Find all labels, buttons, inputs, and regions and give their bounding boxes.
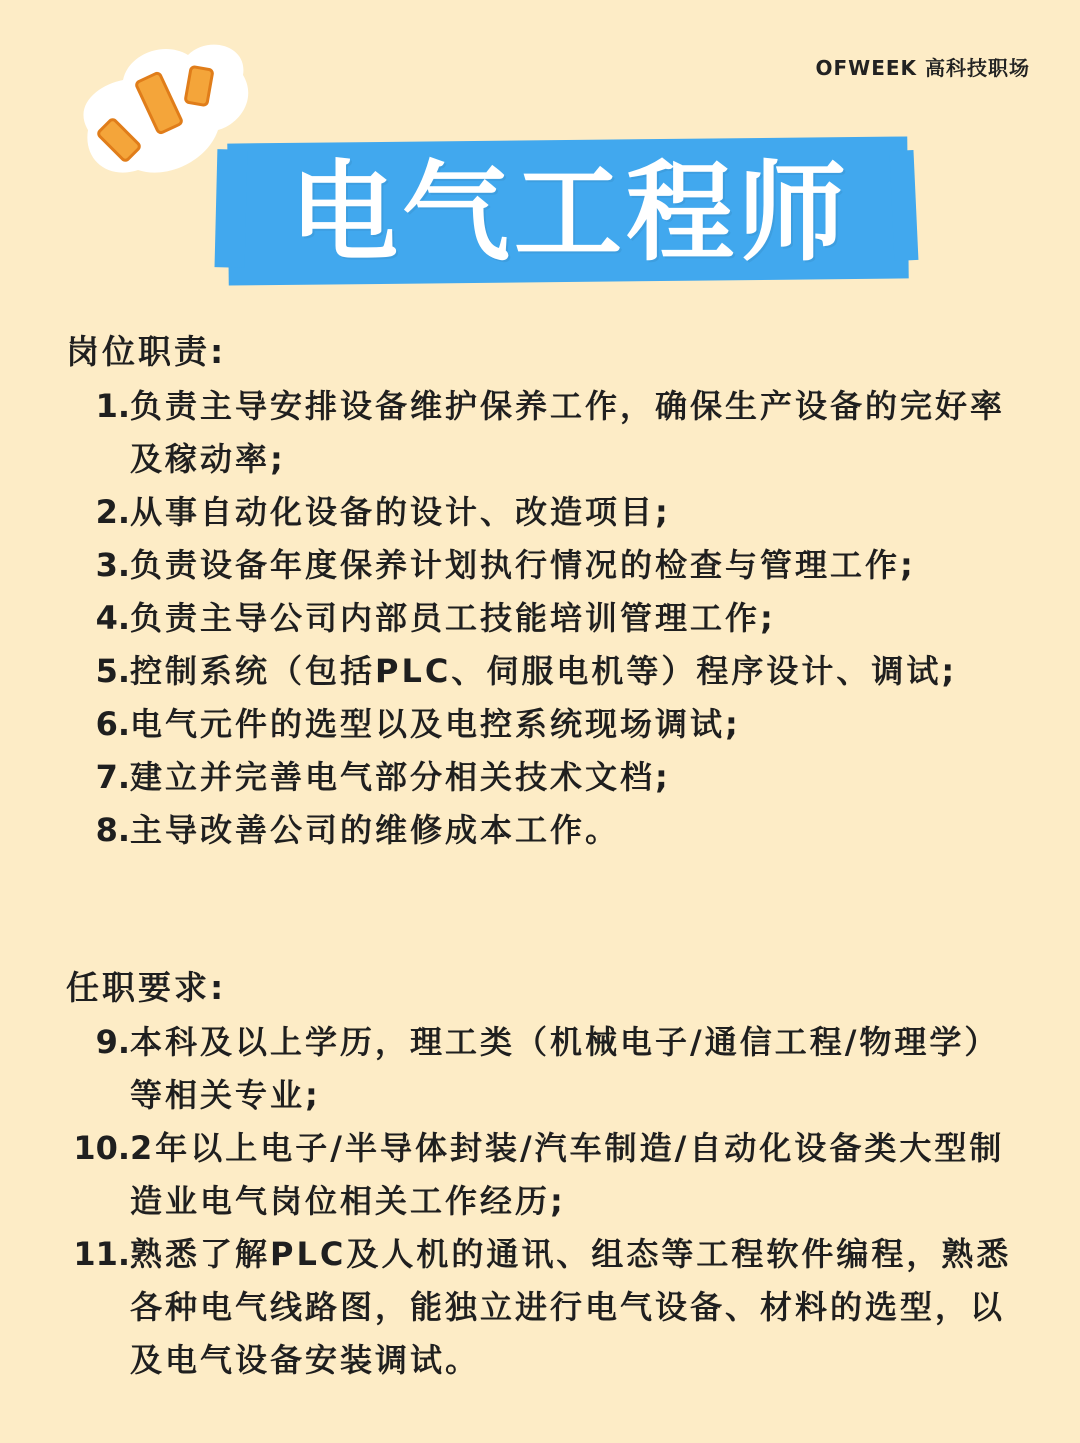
item-text: 从事自动化设备的设计、改造项目; — [130, 493, 671, 531]
requirements-heading: 任职要求: — [66, 968, 227, 1007]
item-text: 负责主导公司内部员工技能培训管理工作; — [130, 599, 776, 637]
duties-section — [66, 326, 1036, 857]
list-item — [66, 1016, 1036, 1122]
list-item — [66, 698, 1036, 751]
item-text: 控制系统（包括PLC、伺服电机等）程序设计、调试; — [130, 652, 958, 690]
list-item — [66, 539, 1036, 592]
item-number: 10. — [73, 1129, 130, 1167]
item-number: 2. — [95, 493, 130, 531]
brand-label: OFWEEK 高科技职场 — [815, 56, 1030, 80]
page-title: 电气工程师 — [289, 151, 850, 276]
item-number: 11. — [73, 1235, 130, 1273]
list-item — [66, 1228, 1036, 1387]
list-item — [66, 486, 1036, 539]
item-number: 5. — [95, 652, 130, 690]
item-text: 主导改善公司的维修成本工作。 — [130, 811, 621, 849]
item-number: 8. — [95, 811, 130, 849]
item-number: 7. — [95, 758, 130, 796]
item-text: 负责主导安排设备维护保养工作，确保生产设备的完好率及稼动率; — [130, 387, 1006, 478]
item-number: 6. — [95, 705, 130, 743]
requirements-section — [66, 962, 1036, 1387]
item-text: 建立并完善电气部分相关技术文档; — [130, 758, 671, 796]
item-text: 电气元件的选型以及电控系统现场调试; — [130, 705, 741, 743]
list-item — [66, 645, 1036, 698]
item-text: 负责设备年度保养计划执行情况的检查与管理工作; — [130, 546, 916, 584]
list-item — [66, 751, 1036, 804]
item-number: 1. — [95, 387, 130, 425]
duties-heading: 岗位职责: — [66, 332, 227, 371]
list-item — [66, 380, 1036, 486]
item-number: 3. — [95, 546, 130, 584]
item-text: 熟悉了解PLC及人机的通讯、组态等工程软件编程，熟悉各种电气线路图，能独立进行电气设备、材料的选型，以及电气设备安装调试。 — [130, 1235, 1012, 1379]
list-item — [66, 804, 1036, 857]
item-number: 4. — [95, 599, 130, 637]
list-item — [66, 592, 1036, 645]
item-text: 2年以上电子/半导体封装/汽车制造/自动化设备类大型制造业电气岗位相关工作经历; — [130, 1129, 1005, 1220]
list-item — [66, 1122, 1036, 1228]
item-number: 9. — [95, 1023, 130, 1061]
item-text: 本科及以上学历，理工类（机械电子/通信工程/物理学）等相关专业; — [130, 1023, 1000, 1114]
